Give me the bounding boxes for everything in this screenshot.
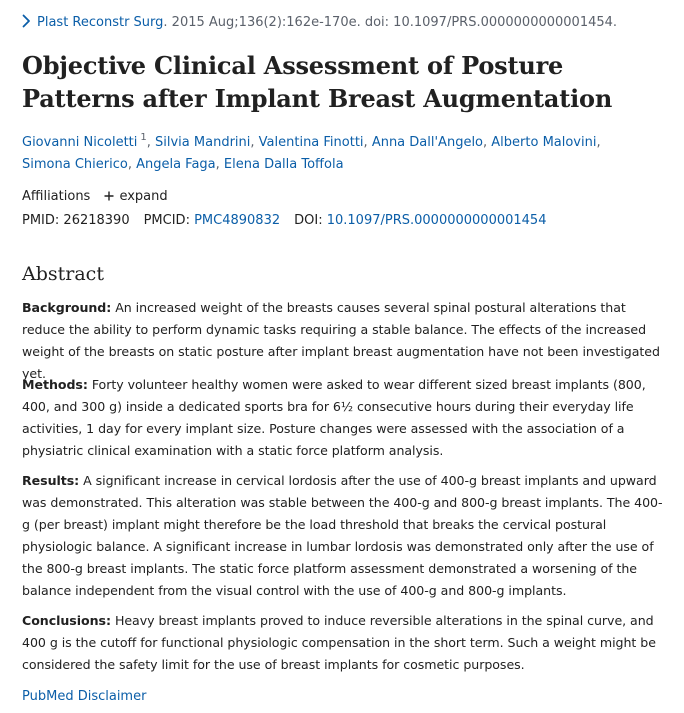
author-list: Giovanni Nicoletti $^1$, Silvia Mandrini, Valentina Finotti, Anna Dall'Angelo, Alberto Malovini, Simona Chierico, Angela Faga, Elena Dalla Toffola [22, 131, 601, 172]
background-text: An increased weight of the breasts causes several spinal postural alterations that reduce the ability to perform dynamic tasks requiring a stable balance. The effects of the increased weight of the breasts on static posture after implant breast augmentation have not been investigated yet. [22, 300, 660, 381]
citation-details: . 2015 Aug;136(2):162e-170e. doi: 10.1097/PRS.0000000000001454. [163, 15, 618, 30]
author-link[interactable]: Giovanni Nicoletti [22, 135, 138, 150]
abstract-background [22, 297, 670, 385]
journal-link[interactable]: Plast Reconstr Surg [37, 15, 164, 30]
pubmed-disclaimer-link[interactable]: PubMed Disclaimer [22, 689, 147, 704]
results-label: Results: [22, 473, 80, 488]
plus-icon [104, 191, 114, 201]
affiliations-row [22, 187, 168, 207]
pmid-value: 26218390 [63, 213, 130, 228]
conclusions-text: Heavy breast implants proved to induce reversible alterations in the spinal curve, and 400 g is the cutoff for functional physiologic compensation in the short term. Such a weight might be considered the safety limit for the use of breast implants for cosmetic purposes. [22, 613, 656, 672]
pmcid-link[interactable]: PMC4890832 [194, 213, 281, 228]
affiliations-label: Affiliations [22, 189, 91, 204]
doi-label: DOI: [294, 213, 323, 228]
author-link[interactable]: Valentina Finotti [258, 135, 364, 150]
abstract-results [22, 470, 670, 602]
results-text: A significant increase in cervical lordosis after the use of 400-g breast implants and upward was demonstrated. This alteration was stable between the 400-g and 800-g breast implants. The 400-g (per breast) implant might therefore be the load threshold that breaks the cervical postural physiologic balance. A significant increase in lumbar lordosis was demonstrated only after the use of the 800-g breast implants. The static force platform assessment demonstrated a worsening of the balance independent from the visual control with the use of 400-g and 800-g implants. [22, 473, 663, 598]
conclusions-label: Conclusions: [22, 613, 111, 628]
abstract-conclusions [22, 610, 670, 676]
author-link[interactable]: Anna Dall'Angelo [371, 135, 484, 150]
abstract-heading: Abstract [22, 263, 104, 285]
article-title: Objective Clinical Assessment of Posture Patterns after Implant Breast Augmentation [22, 51, 613, 113]
expand-label: expand [119, 189, 168, 204]
methods-label: Methods: [22, 377, 88, 392]
abstract-methods [22, 374, 670, 462]
pmcid-label: PMCID: [143, 213, 190, 228]
doi-link[interactable]: 10.1097/PRS.0000000000001454 [326, 213, 547, 228]
chevron-right-icon[interactable] [22, 14, 31, 28]
background-label: Background: [22, 300, 112, 315]
methods-text: Forty volunteer healthy women were asked to wear different sized breast implants (800, 400, and 300 g) inside a dedicated sports bra for 6½ consecutive hours during their everyday life activities, 1 day for every implant size. Posture changes were assessed with the association of a physiatric clinical examination with a static force platform analysis. [22, 377, 646, 458]
affiliation-marker[interactable]: 1 [140, 131, 147, 143]
author-link[interactable]: Alberto Malovini [491, 135, 597, 150]
pmid-label: PMID: [22, 213, 60, 228]
identifiers-row [22, 211, 546, 231]
author-link[interactable]: Simona Chierico [22, 157, 128, 172]
affiliations-expand-button[interactable] [104, 189, 167, 204]
author-link[interactable]: Silvia Mandrini [155, 135, 251, 150]
citation-line [22, 14, 617, 32]
author-link[interactable]: Elena Dalla Toffola [223, 157, 344, 172]
author-link[interactable]: Angela Faga [136, 157, 216, 172]
